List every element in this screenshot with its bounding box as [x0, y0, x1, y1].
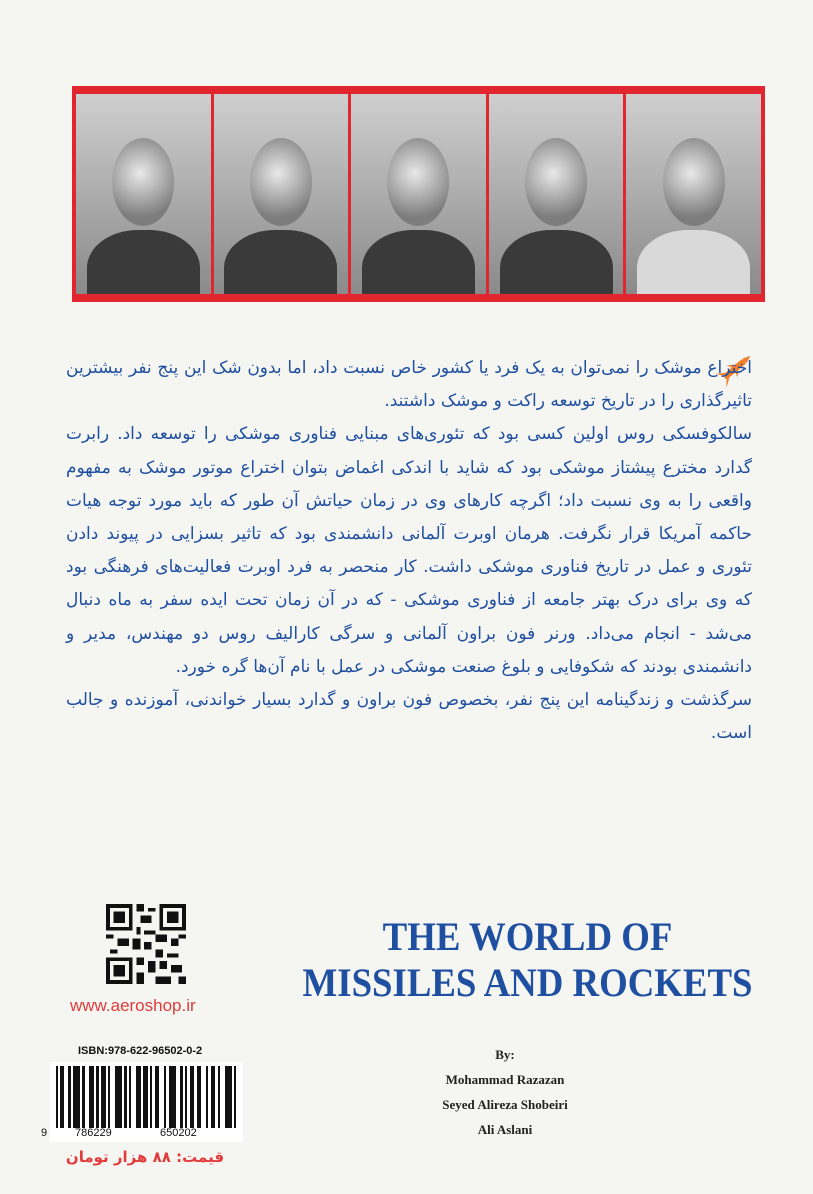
barcode-bar [173, 1066, 176, 1128]
barcode-bar [171, 1066, 173, 1128]
isbn-label: ISBN:978-622-96502-0-2 [78, 1045, 203, 1057]
barcode-bar [117, 1066, 120, 1128]
description-text [66, 352, 752, 750]
portrait-photo [489, 94, 624, 294]
barcode-bar [96, 1066, 99, 1128]
portrait-photo [76, 94, 211, 294]
barcode-bar [136, 1066, 138, 1128]
barcode-bar [155, 1066, 157, 1128]
authors-block [400, 1042, 610, 1142]
barcode-bar [138, 1066, 141, 1128]
barcode-bar [73, 1066, 75, 1128]
barcode-bar [60, 1066, 62, 1128]
barcode-bar [68, 1066, 71, 1128]
barcode-lead-digit: 9 [41, 1127, 48, 1139]
barcode-bar [199, 1066, 201, 1128]
barcode-bar [108, 1066, 110, 1128]
barcode-bar [218, 1066, 220, 1128]
barcode-bar [103, 1066, 106, 1128]
barcode-bar [82, 1066, 85, 1128]
barcode-bar [169, 1066, 171, 1128]
qr-code [106, 904, 186, 984]
barcode-bar [92, 1066, 94, 1128]
barcode-bar [115, 1066, 117, 1128]
barcode-left-digits: 786229 [75, 1127, 112, 1139]
barcode-bar [62, 1066, 64, 1128]
barcode-bars [54, 1066, 239, 1128]
barcode-bar [225, 1066, 227, 1128]
book-title [300, 914, 755, 1006]
barcode-bar [227, 1066, 229, 1128]
barcode-bar [197, 1066, 199, 1128]
barcode-bar [164, 1066, 166, 1128]
barcode-right-digits: 650202 [160, 1127, 197, 1139]
barcode-bar [124, 1066, 127, 1128]
portrait-photo [626, 94, 761, 294]
barcode-bar [213, 1066, 215, 1128]
barcode-bar [101, 1066, 103, 1128]
price-label: قیمت: ۸۸ هزار تومان [65, 1148, 225, 1166]
barcode-bar [180, 1066, 183, 1128]
barcode-bar [78, 1066, 80, 1128]
barcode-bar [143, 1066, 145, 1128]
by-label: By: [495, 1047, 515, 1062]
photo-strip [72, 86, 765, 302]
barcode-bar [129, 1066, 131, 1128]
barcode-bar [206, 1066, 208, 1128]
barcode-bar [89, 1066, 92, 1128]
author-name: Seyed Alireza Shobeiri [442, 1097, 568, 1112]
body-paragraph: اختراع موشک را نمی‌توان به یک فرد یا کشور خاص نسبت داد، اما بدون شک این پنج نفر بیشترین تاثیرگذاری را در تاریخ توسعه راکت و موشک داشتند. [66, 358, 752, 412]
barcode-bar [56, 1066, 58, 1128]
body-paragraph: سرگذشت و زندگینامه این پنج نفر، بخصوص فون براون و گدارد بسیار خواندنی، آموزنده و جالب است. [66, 690, 752, 744]
barcode-bar [190, 1066, 192, 1128]
barcode-bar [229, 1066, 232, 1128]
barcode-bar [145, 1066, 148, 1128]
barcode-bar [234, 1066, 236, 1128]
barcode-bar [192, 1066, 194, 1128]
barcode-bar [185, 1066, 187, 1128]
barcode-bar [150, 1066, 152, 1128]
barcode-bar [120, 1066, 122, 1128]
portrait-photo [214, 94, 349, 294]
website-link[interactable]: www.aeroshop.ir [70, 996, 196, 1015]
body-paragraph: سالکوفسکی روس اولین کسی بود که تئوری‌های مبنایی فناوری موشکی را توسعه داد. رابرت گدارد مخترع پیشتاز موشکی بود که شاید با اندکی اغماض بتوان اختراع موتور موشک به مفهوم واقعی را به وی نسبت داد؛ اگرچه کارهای وی در زمان حیاتش آن طور که باید مورد توجه هیات حاکمه آمریکا قرار نگرفت. هرمان اوبرت آلمانی دانشمندی بود که تاثیر بسزایی در پیوند دادن تئوری و عمل در تاریخ فناوری موشکی داشت. کار منحصر به فرد اوبرت فعالیت‌های فرهنگی بود که وی برای درک بهتر جامعه از فناوری موشکی - که در آن زمان تحت ایده سفر به ماه دنبال می‌شد - انجام می‌داد. ورنر فون براون آلمانی و سرگی کارالیف روس دو مهندس، مدیر و دانشمندی بودند که شکوفایی و بلوغ صنعت موشکی در عمل با نام آن‌ها گره خورد. [66, 424, 752, 677]
barcode-bar [211, 1066, 213, 1128]
barcode-bar [75, 1066, 78, 1128]
author-name: Ali Aslani [477, 1122, 533, 1137]
portrait-photo [351, 94, 486, 294]
title-line: MISSILES AND ROCKETS [302, 960, 753, 1005]
barcode-bar [157, 1066, 159, 1128]
title-line: THE WORLD OF [382, 914, 673, 959]
author-name: Mohammad Razazan [445, 1072, 565, 1087]
